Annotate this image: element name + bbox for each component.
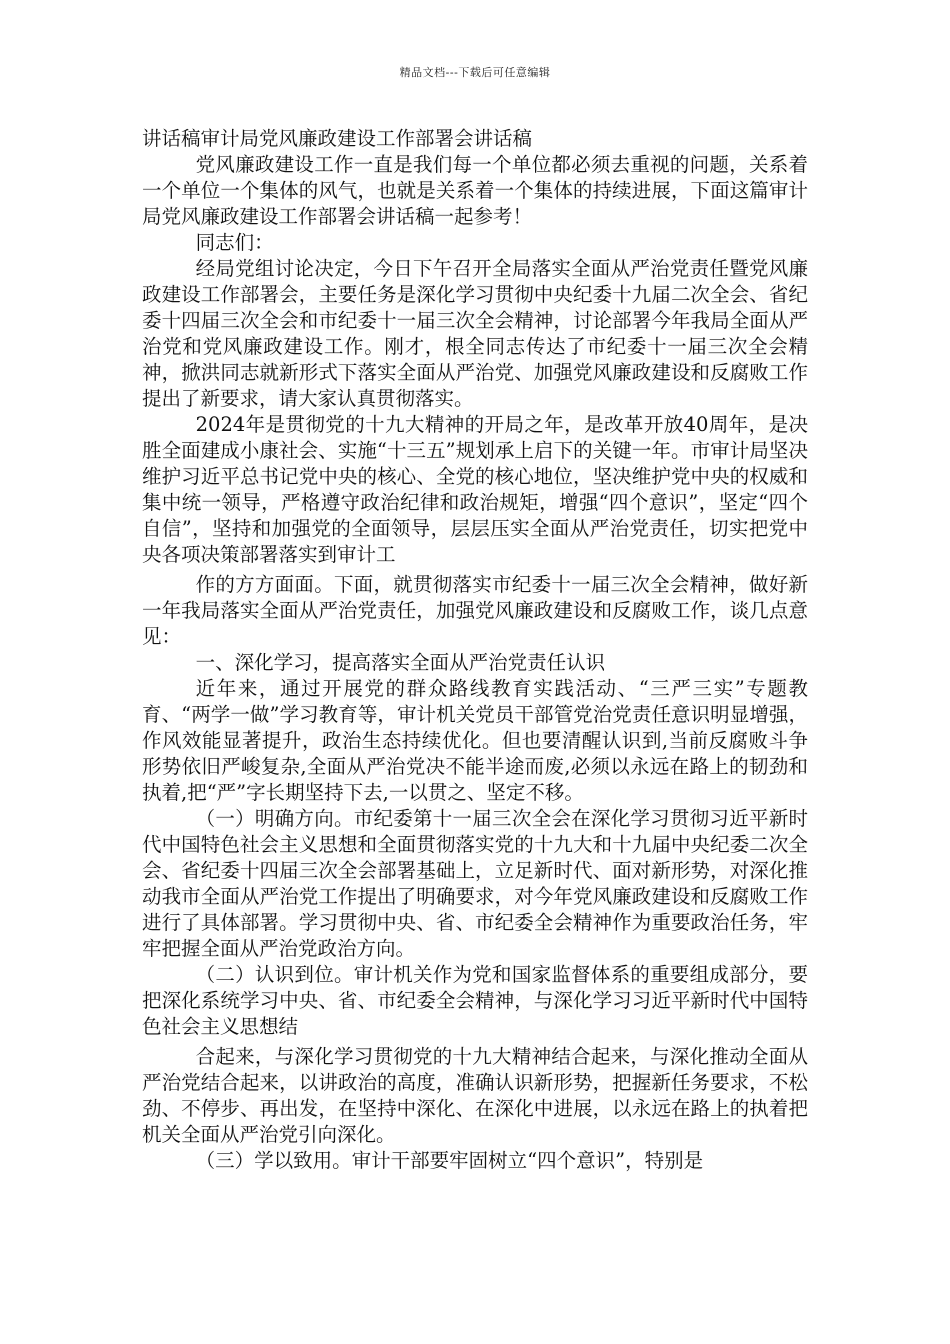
paragraph-salutation: 同志们： <box>195 231 274 254</box>
paragraph-opinions: 作的方方面面。下面，就贯彻落实市纪委十一届三次全会精神，做好新一年我局落实全面从严治党责任，加强党风廉政建设和反腐败工作，谈几点意见： <box>142 573 808 648</box>
paragraph-year-context: 2024年是贯彻党的十九大精神的开局之年，是改革开放40周年，是决胜全面建成小康社会、实施“十三五”规划承上启下的关键一年。市审计局坚决维护习近平总书记党中央的核心、全党的核心地位，坚决维护党中央的权威和集中统一领导，严格遵守政治纪律和政治规矩，增强“四个意识”，坚定“四个自信”，坚持和加强党的全面领导，层层压实全面从严治党责任，切实把党中央各项决策部署落实到审计工 <box>142 413 808 566</box>
paragraph-direction: （一）明确方向。市纪委第十一届三次全会在深化学习贯彻习近平新时代中国特色社会主义思想和全面贯彻落实党的十九大和十九届中央纪委二次全会、省纪委十四届三次全会部署基础上，立足新时代、面对新形势，对深化推动我市全面从严治党工作提出了明确要求，对今年党风廉政建设和反腐败工作进行了具体部署。学习贯彻中央、省、市纪委全会精神作为重要政治任务，牢牢把握全面从严治党政治方向。 <box>142 807 808 960</box>
document-title: 讲话稿审计局党风廉政建设工作部署会讲话稿 <box>142 127 533 150</box>
section-heading-1: 一、深化学习，提高落实全面从严治党责任认识 <box>195 651 606 674</box>
paragraph-intro: 党风廉政建设工作一直是我们每一个单位都必须去重视的问题，关系着一个单位一个集体的风气，也就是关系着一个集体的持续进展，下面这篇审计局党风廉政建设工作部署会讲话稿一起参考！ <box>142 153 808 228</box>
page-header: 精品文档---下载后可任意编辑 <box>399 66 551 79</box>
paragraph-understanding: （二）认识到位。审计机关作为党和国家监督体系的重要组成部分，要把深化系统学习中央、省、市纪委全会精神，与深化学习习近平新时代中国特色社会主义思想结 <box>142 963 808 1038</box>
paragraph-combination: 合起来，与深化学习贯彻党的十九大精神结合起来，与深化推动全面从严治党结合起来，以讲政治的高度，准确认识新形势，把握新任务要求，不松劲、不停步、再出发，在坚持中深化、在深化中进展，以永远在路上的执着把机关全面从严治党引向深化。 <box>142 1045 808 1146</box>
paragraph-meeting-purpose: 经局党组讨论决定，今日下午召开全局落实全面从严治党责任暨党风廉政建设工作部署会，主要任务是深化学习贯彻中央纪委十九届二次全会、省纪委十四届三次全会和市纪委十一届三次全会精神，讨论部署今年我局全面从严治党和党风廉政建设工作。刚才，根全同志传达了市纪委十一届三次全会精神，掀洪同志就新形式下落实全面从严治党、加强党风廉政建设和反腐败工作提出了新要求，请大家认真贯彻落实。 <box>142 257 808 410</box>
paragraph-application: （三）学以致用。审计干部要牢固树立“四个意识”，特别是 <box>195 1149 704 1172</box>
paragraph-recent-years: 近年来，通过开展党的群众路线教育实践活动、“三严三实”专题教育、“两学一做”学习教育等，审计机关党员干部管党治党责任意识明显增强，作风效能显著提升，政治生态持续优化。但也要清醒认识到,当前反腐败斗争形势依旧严峻复杂,全面从严治党决不能半途而废,必须以永远在路上的韧劲和执着,把“严”字长期坚持下去,一以贯之、坚定不移。 <box>142 677 808 804</box>
document-body <box>142 126 808 1174</box>
